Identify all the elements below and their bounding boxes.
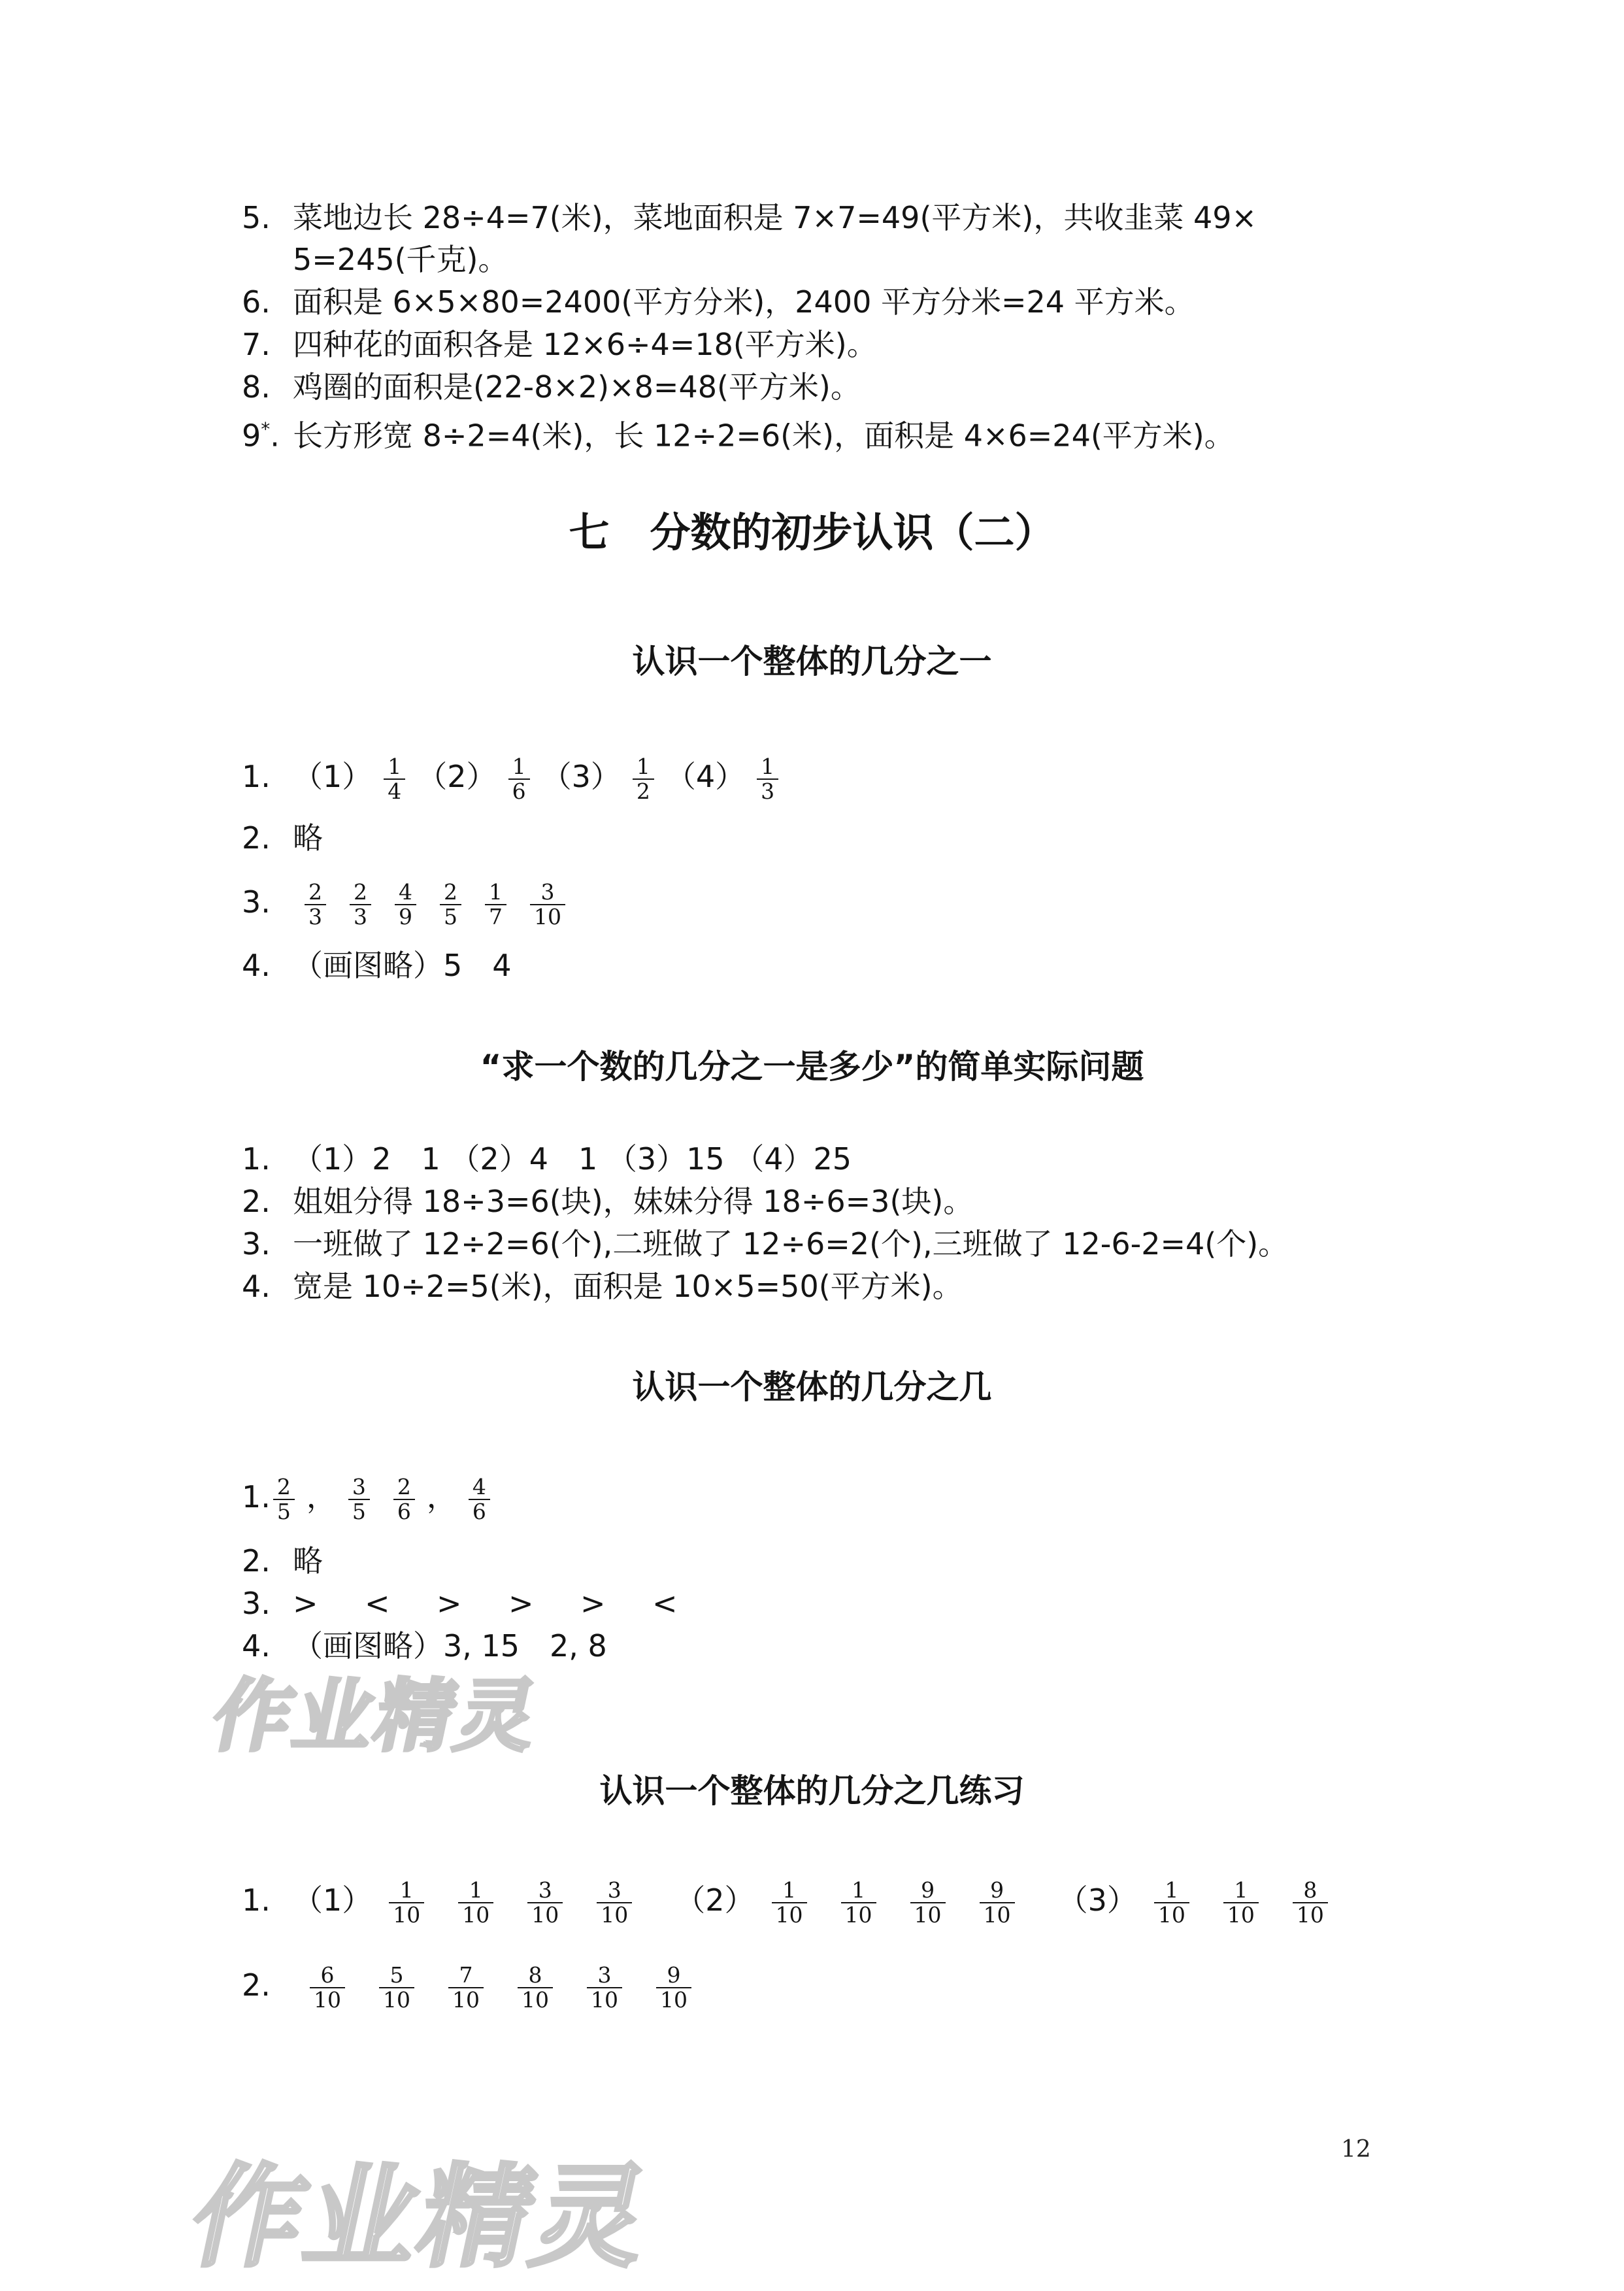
denominator: 10 [452, 1986, 480, 2013]
numerator: 3 [530, 880, 565, 905]
numerator: 3 [527, 1879, 563, 1903]
denominator: 10 [591, 1986, 618, 2013]
numerator: 7 [448, 1964, 484, 1988]
numerator: 2 [273, 1475, 295, 1500]
fraction [458, 1879, 493, 1927]
fraction [772, 1879, 807, 1927]
item-number: 1. [242, 1141, 271, 1177]
sub-label: （1） [293, 759, 373, 794]
separator: ， [426, 1479, 457, 1514]
numerator: 2 [440, 880, 461, 905]
answer-item-5 [242, 198, 1257, 237]
fraction [348, 1475, 370, 1524]
fraction [1154, 1879, 1189, 1927]
fraction [389, 1879, 424, 1927]
item-text: 长方形宽 8÷2=4(米)，长 12÷2=6(米)，面积是 4×6=24(平方米)。 [293, 418, 1235, 454]
sub-label: （3） [541, 759, 621, 794]
fraction [530, 880, 565, 929]
answer-item-7 [242, 325, 877, 364]
denominator: 7 [489, 903, 503, 929]
answer-item-6 [242, 282, 1195, 322]
answer-item-8 [242, 367, 861, 407]
s3-item-1 [242, 1471, 502, 1524]
denominator: 5 [276, 1498, 291, 1524]
item-text: 略 [293, 1543, 323, 1579]
item-number: 1. [242, 1479, 271, 1514]
item-number: 1. [242, 759, 271, 794]
watermark: 作业精灵 [180, 2153, 663, 2283]
s2-item-2 [242, 1182, 973, 1221]
numerator: 6 [310, 1964, 345, 1988]
item-number: 4. [242, 948, 271, 983]
item-text: 四种花的面积各是 12×6÷4=18(平方米)。 [293, 327, 877, 362]
numerator: 1 [772, 1879, 807, 1903]
item-number [242, 410, 293, 455]
numerator: 4 [469, 1475, 490, 1500]
numerator: 2 [305, 880, 326, 905]
section-title-4: 认识一个整体的几分之几练习 [599, 1772, 1025, 1810]
denominator: 9 [399, 903, 412, 929]
denominator: 3 [308, 903, 322, 929]
item-number: 3. [242, 884, 271, 920]
numerator: 9 [910, 1879, 946, 1903]
numerator: 1 [1223, 1879, 1259, 1903]
fraction [597, 1879, 632, 1927]
denominator: 10 [393, 1901, 421, 1928]
answer-item-9 [242, 410, 1235, 455]
numerator: 1 [384, 755, 405, 780]
numerator: 1 [757, 755, 778, 780]
numerator: 3 [348, 1475, 370, 1500]
fraction [527, 1879, 563, 1927]
item-number: 3. [242, 1226, 271, 1262]
s1-item-4 [242, 946, 512, 985]
section-title-2: “求一个数的几分之一是多少”的简单实际问题 [480, 1048, 1144, 1086]
numerator: 5 [379, 1964, 414, 1988]
denominator: 4 [388, 778, 402, 804]
denominator: 10 [775, 1901, 803, 1928]
page-number: 12 [1341, 2136, 1371, 2163]
numerator: 8 [518, 1964, 553, 1988]
item-text: （1）2 1 （2）4 1 （3）15 （4）25 [293, 1141, 852, 1177]
fraction [841, 1879, 876, 1927]
chapter-title: 七 分数的初步认识（二） [569, 509, 1055, 556]
challenge-mark: * [261, 418, 271, 440]
sub-label: （3） [1057, 1882, 1137, 1918]
item-number: 2. [242, 1967, 271, 2003]
denominator: 5 [444, 903, 457, 929]
denominator: 10 [1296, 1901, 1324, 1928]
denominator: 10 [1157, 1901, 1185, 1928]
item-text: 面积是 6×5×80=2400(平方分米)，2400 平方分米=24 平方米。 [293, 284, 1195, 320]
numerator: 2 [350, 880, 371, 905]
item-number: 1. [242, 1882, 271, 1918]
item-number: 2. [242, 1543, 271, 1579]
numerator: 3 [587, 1964, 622, 1988]
separator: ， [306, 1479, 337, 1514]
numerator: 1 [508, 755, 530, 780]
sub-label: （1） [293, 1882, 373, 1918]
item-text: 姐姐分得 18÷3=6(块)，妹妹分得 18÷6=3(块)。 [293, 1184, 974, 1219]
item-number: 2. [242, 1184, 271, 1219]
item-text: 鸡圈的面积是(22-8×2)×8=48(平方米)。 [293, 369, 861, 405]
s2-item-1 [242, 1139, 852, 1179]
item-number: 5. [242, 200, 271, 235]
item-text: 宽是 10÷2=5(米)，面积是 10×5=50(平方米)。 [293, 1269, 963, 1304]
s1-item-3 [242, 876, 577, 929]
section-title-3: 认识一个整体的几分之几 [632, 1368, 992, 1406]
denominator: 10 [383, 1986, 410, 2013]
item-text: 一班做了 12÷2=6(个),二班做了 12÷6=2(个),三班做了 12-6-2=4(个)。 [293, 1226, 1289, 1262]
fraction [1293, 1879, 1328, 1927]
comparison-symbol: > [508, 1586, 534, 1621]
numerator: 1 [841, 1879, 876, 1903]
s4-item-1 [242, 1871, 1345, 1930]
comparison-symbol: > [580, 1586, 606, 1621]
denominator: 10 [983, 1901, 1011, 1928]
s2-item-3 [242, 1224, 1288, 1263]
denominator: 3 [761, 778, 775, 804]
item-number: 8. [242, 369, 271, 405]
item-text: （画图略）3, 15 2, 8 [293, 1628, 607, 1664]
fraction [448, 1964, 484, 2012]
denominator: 5 [352, 1498, 366, 1524]
comparison-symbol: > [293, 1586, 318, 1621]
numerator: 1 [389, 1879, 424, 1903]
item-text: 略 [293, 820, 323, 856]
fraction [587, 1964, 622, 2012]
fraction [656, 1964, 691, 2012]
denominator: 10 [534, 903, 561, 929]
s3-item-2 [242, 1541, 323, 1580]
numerator: 1 [485, 880, 506, 905]
comparison-symbol: > [437, 1586, 462, 1621]
fraction [1223, 1879, 1259, 1927]
s3-item-3 [242, 1584, 724, 1623]
item-text: （画图略）5 4 [293, 948, 512, 983]
fraction [518, 1964, 553, 2012]
numerator: 3 [597, 1879, 632, 1903]
item-number: 2. [242, 820, 271, 856]
fraction [910, 1879, 946, 1927]
fraction [310, 1964, 345, 2012]
fraction [980, 1879, 1015, 1927]
sub-label: （4） [665, 759, 746, 794]
item-text: 菜地边长 28÷4=7(米)，菜地面积是 7×7=49(平方米)，共收韭菜 49× [293, 200, 1257, 235]
sub-label: （2） [675, 1882, 755, 1918]
fraction [485, 880, 506, 929]
numerator: 1 [1154, 1879, 1189, 1903]
denominator: 10 [314, 1986, 341, 2013]
numerator: 8 [1293, 1879, 1328, 1903]
denominator: 2 [636, 778, 650, 804]
denominator: 6 [512, 778, 526, 804]
denominator: 3 [354, 903, 367, 929]
denominator: 6 [397, 1498, 411, 1524]
denominator: 6 [472, 1498, 486, 1524]
numerator: 1 [633, 755, 654, 780]
item-number: 4. [242, 1269, 271, 1304]
s1-item-1 [242, 750, 790, 803]
numerator: 9 [980, 1879, 1015, 1903]
item-number: 4. [242, 1628, 271, 1664]
fraction [508, 755, 530, 803]
numerator: 1 [458, 1879, 493, 1903]
denominator: 10 [462, 1901, 490, 1928]
fraction [273, 1475, 295, 1524]
denominator: 10 [601, 1901, 629, 1928]
item-text: 5=245(千克)。 [293, 242, 508, 277]
denominator: 10 [522, 1986, 549, 2013]
item-number-dot: . [270, 418, 280, 454]
numerator: 2 [393, 1475, 415, 1500]
comparison-symbol: < [652, 1586, 678, 1621]
denominator: 10 [1227, 1901, 1255, 1928]
denominator: 10 [531, 1901, 559, 1928]
sub-label: （2） [417, 759, 497, 794]
fraction [379, 1964, 414, 2012]
denominator: 10 [844, 1901, 872, 1928]
item-number: 6. [242, 284, 271, 320]
numerator: 9 [656, 1964, 691, 1988]
comparison-symbol: < [365, 1586, 390, 1621]
fraction [350, 880, 371, 929]
fraction [305, 880, 326, 929]
section-title-1: 认识一个整体的几分之一 [632, 643, 992, 680]
s2-item-4 [242, 1267, 963, 1306]
s4-item-2 [242, 1956, 708, 2015]
fraction [395, 880, 416, 929]
fraction [469, 1475, 490, 1524]
fraction [757, 755, 778, 803]
fraction [384, 755, 405, 803]
watermark: 作业精灵 [204, 1671, 548, 1762]
fraction [393, 1475, 415, 1524]
denominator: 10 [914, 1901, 942, 1928]
item-number: 7. [242, 327, 271, 362]
item-number: 3. [242, 1586, 271, 1621]
denominator: 10 [660, 1986, 688, 2013]
fraction [440, 880, 461, 929]
answer-item-5-cont [293, 240, 508, 279]
item-number-digit: 9 [242, 418, 261, 454]
numerator: 4 [395, 880, 416, 905]
s1-item-2 [242, 818, 323, 858]
fraction [633, 755, 654, 803]
